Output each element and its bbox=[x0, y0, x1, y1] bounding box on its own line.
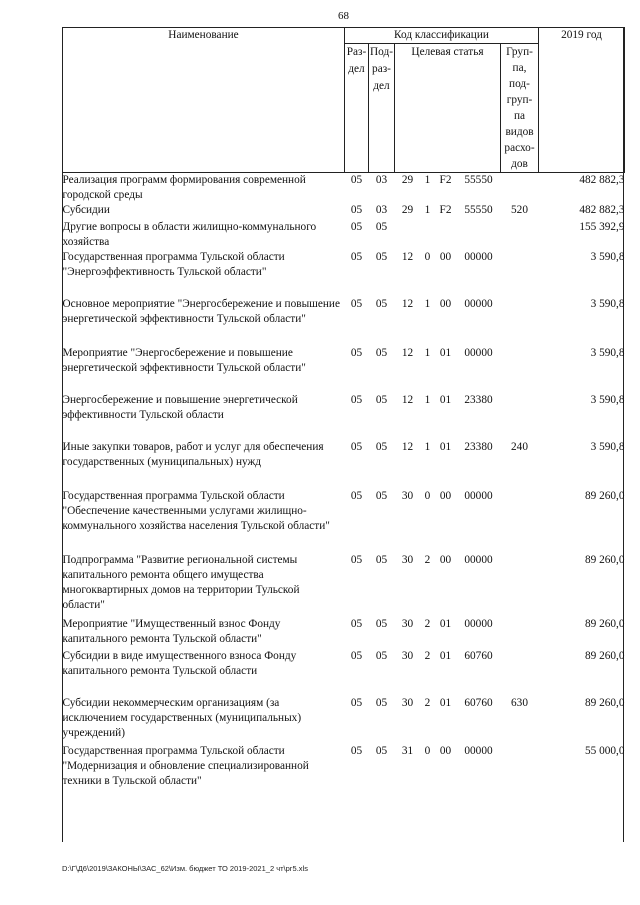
row-razdel: 05 bbox=[350, 697, 363, 709]
row-razdel: 05 bbox=[350, 174, 363, 186]
row-podrazdel: 05 bbox=[375, 650, 388, 662]
row-target-subprogram: 2 bbox=[424, 618, 431, 630]
row-target-event: 01 bbox=[439, 650, 452, 662]
row-name: Государственная программа Тульской области "Энергоэффективность Тульской области" bbox=[62, 251, 285, 278]
table-row bbox=[63, 203, 625, 220]
row-target-program: 30 bbox=[401, 697, 414, 709]
row-target-subprogram: 1 bbox=[424, 174, 431, 186]
table-row bbox=[63, 649, 625, 696]
row-target-direction: 55550 bbox=[464, 174, 493, 186]
row-target-direction: 55550 bbox=[464, 204, 493, 216]
row-target-subprogram: 2 bbox=[424, 554, 431, 566]
row-expense-group bbox=[501, 617, 539, 649]
row-target-direction: 60760 bbox=[464, 650, 493, 662]
row-podrazdel: 05 bbox=[375, 394, 388, 406]
table-row bbox=[63, 744, 625, 804]
row-razdel: 05 bbox=[350, 618, 363, 630]
row-target-direction: 23380 bbox=[464, 394, 493, 406]
table-row bbox=[63, 553, 625, 617]
row-target-event: 00 bbox=[439, 745, 452, 757]
row-target-subprogram bbox=[421, 220, 435, 250]
row-target-event: 00 bbox=[439, 298, 452, 310]
row-expense-group bbox=[501, 346, 539, 393]
row-name: Энергосбережение и повышение энергетической эффективности Тульской области bbox=[62, 394, 298, 421]
row-razdel: 05 bbox=[350, 298, 363, 310]
row-amount: 482 882,3 bbox=[579, 204, 625, 216]
row-target-program: 12 bbox=[401, 394, 414, 406]
row-amount: 155 392,9 bbox=[579, 221, 625, 233]
table-row bbox=[63, 489, 625, 553]
row-amount: 89 260,0 bbox=[584, 697, 625, 709]
row-razdel: 05 bbox=[350, 554, 363, 566]
row-target-direction: 00000 bbox=[464, 347, 493, 359]
row-expense-group: 630 bbox=[511, 697, 528, 709]
row-razdel: 05 bbox=[350, 251, 363, 263]
row-target-event: F2 bbox=[439, 174, 452, 186]
row-expense-group bbox=[501, 297, 539, 346]
row-amount: 89 260,0 bbox=[584, 650, 625, 662]
row-razdel: 05 bbox=[350, 650, 363, 662]
row-target-event: 00 bbox=[439, 554, 452, 566]
table-row bbox=[63, 617, 625, 649]
row-name: Государственная программа Тульской области "Обеспечение качественными услугами жилищно-коммунального хозяйства населения Тульской области" bbox=[62, 490, 330, 532]
row-target-subprogram: 2 bbox=[424, 697, 431, 709]
row-razdel: 05 bbox=[350, 394, 363, 406]
row-expense-group bbox=[501, 393, 539, 440]
row-amount: 89 260,0 bbox=[584, 490, 625, 502]
header-code: Код классификации bbox=[345, 28, 539, 44]
row-razdel: 05 bbox=[350, 221, 363, 233]
row-target-subprogram: 1 bbox=[424, 298, 431, 310]
row-expense-group bbox=[501, 649, 539, 696]
row-expense-group bbox=[501, 250, 539, 297]
row-podrazdel: 05 bbox=[375, 490, 388, 502]
row-target-event: 01 bbox=[439, 618, 452, 630]
row-podrazdel: 03 bbox=[375, 204, 388, 216]
row-expense-group: 240 bbox=[511, 441, 528, 453]
row-target-subprogram: 0 bbox=[424, 251, 431, 263]
table-row bbox=[63, 173, 625, 204]
row-target-program: 31 bbox=[401, 745, 414, 757]
row-amount: 55 000,0 bbox=[584, 745, 625, 757]
row-target-subprogram: 0 bbox=[424, 745, 431, 757]
row-name: Субсидии в виде имущественного взноса Фонду капитального ремонта Тульской области bbox=[62, 650, 297, 677]
row-amount: 89 260,0 bbox=[584, 618, 625, 630]
row-podrazdel: 03 bbox=[375, 174, 388, 186]
header-name: Наименование bbox=[63, 28, 345, 173]
row-target-event bbox=[435, 220, 457, 250]
row-amount: 3 590,8 bbox=[590, 251, 625, 263]
header-year: 2019 год bbox=[539, 28, 625, 173]
row-target-program: 29 bbox=[401, 204, 414, 216]
table-row bbox=[63, 696, 625, 744]
row-razdel: 05 bbox=[350, 347, 363, 359]
file-path-footer: D:\Г\Д6\2019\ЗАКОНЫ\ЗАС_62\Изм. бюджет ТО 2019-2021_2 чт\рг5.xls bbox=[62, 864, 308, 873]
row-target-program bbox=[395, 220, 421, 250]
row-amount: 3 590,8 bbox=[590, 441, 625, 453]
row-target-program: 29 bbox=[401, 174, 414, 186]
header-target: Целевая статья bbox=[395, 44, 501, 173]
row-expense-group bbox=[501, 553, 539, 617]
row-podrazdel: 05 bbox=[375, 441, 388, 453]
row-target-direction: 00000 bbox=[464, 251, 493, 263]
row-target-event: 01 bbox=[439, 347, 452, 359]
row-target-event: F2 bbox=[439, 204, 452, 216]
table-row bbox=[63, 346, 625, 393]
row-target-direction: 00000 bbox=[464, 490, 493, 502]
row-target-direction: 00000 bbox=[464, 554, 493, 566]
row-podrazdel: 05 bbox=[375, 618, 388, 630]
row-target-subprogram: 0 bbox=[424, 490, 431, 502]
row-target-program: 12 bbox=[401, 251, 414, 263]
row-target-direction: 00000 bbox=[464, 298, 493, 310]
table-row bbox=[63, 440, 625, 489]
row-target-direction: 00000 bbox=[464, 618, 493, 630]
row-expense-group bbox=[501, 489, 539, 553]
table-row bbox=[63, 297, 625, 346]
row-target-direction bbox=[457, 220, 501, 250]
row-amount: 89 260,0 bbox=[584, 554, 625, 566]
row-expense-group bbox=[501, 220, 539, 250]
row-podrazdel: 05 bbox=[375, 697, 388, 709]
page-number: 68 bbox=[338, 10, 349, 22]
row-amount: 3 590,8 bbox=[590, 298, 625, 310]
row-name: Иные закупки товаров, работ и услуг для обеспечения государственных (муниципальных) нужд bbox=[62, 441, 324, 468]
row-razdel: 05 bbox=[350, 745, 363, 757]
row-target-program: 12 bbox=[401, 441, 414, 453]
row-target-event: 00 bbox=[439, 251, 452, 263]
row-razdel: 05 bbox=[350, 204, 363, 216]
row-target-direction: 60760 bbox=[464, 697, 493, 709]
row-podrazdel: 05 bbox=[375, 251, 388, 263]
row-target-program: 12 bbox=[401, 298, 414, 310]
row-podrazdel: 05 bbox=[375, 347, 388, 359]
row-podrazdel: 05 bbox=[375, 221, 388, 233]
row-target-direction: 00000 bbox=[464, 745, 493, 757]
row-target-direction: 23380 bbox=[464, 441, 493, 453]
row-name: Подпрограмма "Развитие региональной системы капитального ремонта общего имущества многоквартирных домов на территории Тульской области" bbox=[62, 554, 300, 611]
row-amount: 482 882,3 bbox=[579, 174, 625, 186]
row-expense-group bbox=[501, 744, 539, 804]
row-name: Государственная программа Тульской области "Модернизация и обновление специализированной техники в Тульской области" bbox=[62, 745, 309, 787]
row-name: Мероприятие "Энергосбережение и повышение энергетической эффективности Тульской области" bbox=[62, 347, 306, 374]
row-podrazdel: 05 bbox=[375, 298, 388, 310]
row-razdel: 05 bbox=[350, 490, 363, 502]
row-name: Субсидии bbox=[62, 204, 110, 216]
row-target-program: 12 bbox=[401, 347, 414, 359]
table-row bbox=[63, 220, 625, 250]
row-expense-group: 520 bbox=[511, 204, 528, 216]
row-target-subprogram: 2 bbox=[424, 650, 431, 662]
row-target-event: 01 bbox=[439, 441, 452, 453]
header-podrazdel: Под- раз- дел bbox=[369, 44, 395, 173]
budget-table bbox=[62, 27, 625, 804]
row-razdel: 05 bbox=[350, 441, 363, 453]
row-name: Реализация программ формирования современной городской среды bbox=[62, 174, 306, 201]
row-target-program: 30 bbox=[401, 490, 414, 502]
row-name: Мероприятие "Имущественный взнос Фонду капитального ремонта Тульской области" bbox=[62, 618, 281, 645]
row-name: Другие вопросы в области жилищно-коммунального хозяйства bbox=[62, 221, 317, 248]
row-name: Основное мероприятие "Энергосбережение и повышение энергетической эффективности Тульской области" bbox=[62, 298, 340, 325]
table-row bbox=[63, 393, 625, 440]
row-target-program: 30 bbox=[401, 554, 414, 566]
row-target-event: 01 bbox=[439, 697, 452, 709]
row-amount: 3 590,8 bbox=[590, 347, 625, 359]
row-target-subprogram: 1 bbox=[424, 347, 431, 359]
row-amount: 3 590,8 bbox=[590, 394, 625, 406]
row-target-event: 01 bbox=[439, 394, 452, 406]
row-podrazdel: 05 bbox=[375, 745, 388, 757]
row-name: Субсидии некоммерческим организациям (за исключением государственных (муниципальных) учреждений) bbox=[62, 697, 302, 739]
table-row bbox=[63, 250, 625, 297]
header-group: Груп- па, под- груп- па видов расхо- дов bbox=[501, 44, 539, 173]
row-target-subprogram: 1 bbox=[424, 441, 431, 453]
row-podrazdel: 05 bbox=[375, 554, 388, 566]
header-razdel: Раз- дел bbox=[345, 44, 369, 173]
row-target-event: 00 bbox=[439, 490, 452, 502]
row-target-program: 30 bbox=[401, 650, 414, 662]
row-target-subprogram: 1 bbox=[424, 394, 431, 406]
row-target-program: 30 bbox=[401, 618, 414, 630]
row-expense-group bbox=[501, 173, 539, 204]
row-target-subprogram: 1 bbox=[424, 204, 431, 216]
